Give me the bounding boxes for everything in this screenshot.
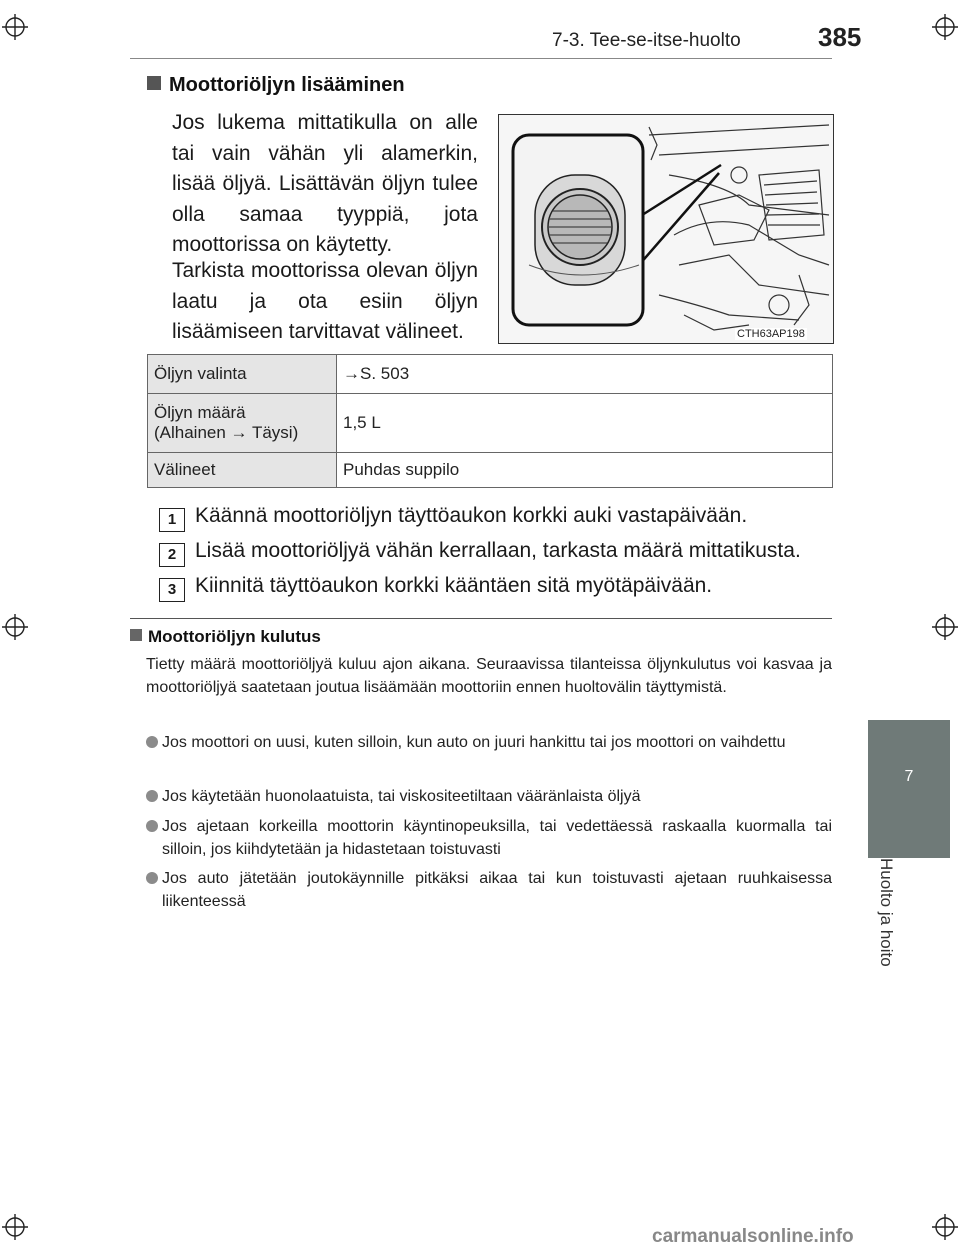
oil-spec-table xyxy=(147,354,833,488)
table-key: Välineet xyxy=(148,453,337,488)
crop-mark-icon xyxy=(932,1214,958,1240)
table-value: →S. 503 xyxy=(337,355,833,394)
crop-mark-icon xyxy=(932,14,958,40)
step-item: 2 Lisää moottoriöljyä vähän kerrallaan, tarkasta määrä mittatikusta. xyxy=(159,539,801,567)
table-row xyxy=(148,394,833,453)
step-number-badge: 3 xyxy=(159,578,185,602)
section-divider xyxy=(130,618,832,619)
step-number-badge: 1 xyxy=(159,508,185,532)
engine-illustration-icon xyxy=(499,115,833,343)
circle-bullet-icon xyxy=(146,790,158,802)
subsection-intro: Tietty määrä moottoriöljyä kuluu ajon aikana. Seuraavissa tilanteissa öljynkulutus voi kasvaa ja moottoriöljyä saatetaan joutua lisäämään moottoriin ennen huoltovälin täyttymistä. xyxy=(146,656,832,696)
page-number: 385 xyxy=(818,22,862,52)
crop-mark-icon xyxy=(932,614,958,640)
section-heading: Moottoriöljyn lisääminen xyxy=(147,74,405,97)
list-item: Jos käytetään huonolaatuista, tai viskositeetiltaan vääränlaista öljyä xyxy=(146,785,832,808)
circle-bullet-icon xyxy=(146,736,158,748)
table-key: Öljyn valinta xyxy=(148,355,337,394)
subsection-heading: Moottoriöljyn kulutus xyxy=(130,627,321,647)
crop-mark-icon xyxy=(2,614,28,640)
table-key: Öljyn määrä (Alhainen → Täysi) xyxy=(148,394,337,453)
header-rule xyxy=(130,58,832,59)
table-row xyxy=(148,453,833,488)
table-value: 1,5 L xyxy=(337,394,833,453)
table-value: Puhdas suppilo xyxy=(337,453,833,488)
paragraph-oil-level: Jos lukema mittatikulla on alle tai vain vähän yli alamerkin, lisää öljyä. Lisättävän öljyn tulee olla samaa tyyppiä, jota moottorissa on käytetty. xyxy=(172,111,478,256)
step-item: 1 Käännä moottoriöljyn täyttöaukon korkki auki vastapäivään. xyxy=(159,504,747,532)
chapter-tab xyxy=(868,720,950,858)
paragraph-check-oil: Tarkista moottorissa olevan öljyn laatu ja ota esiin öljyn lisäämiseen tarvittavat välineet. xyxy=(172,259,478,343)
crop-mark-icon xyxy=(2,14,28,40)
figure-code: CTH63AP198 xyxy=(737,328,805,340)
circle-bullet-icon xyxy=(146,872,158,884)
square-bullet-icon xyxy=(130,629,142,641)
square-bullet-icon xyxy=(147,76,161,90)
table-row xyxy=(148,355,833,394)
step-item: 3 Kiinnitä täyttöaukon korkki kääntäen sitä myötäpäivään. xyxy=(159,574,712,602)
list-item: Jos ajetaan korkeilla moottorin käyntinopeuksilla, tai vedettäessä raskaalla kuormalla tai silloin, jos kiihdytetään ja hidastetaan toistuvasti xyxy=(146,815,832,861)
chapter-number: 7 xyxy=(904,768,914,785)
chapter-label: Huolto ja hoito xyxy=(877,858,896,967)
header-section-title: 7-3. Tee-se-itse-huolto xyxy=(552,30,741,51)
engine-oil-cap-figure xyxy=(498,114,834,344)
watermark: carmanualsonline.info xyxy=(652,1226,854,1247)
circle-bullet-icon xyxy=(146,820,158,832)
list-item: Jos auto jätetään joutokäynnille pitkäksi aikaa tai kun toistuvasti ajetaan ruuhkaisessa liikenteessä xyxy=(146,867,832,913)
list-item: Jos moottori on uusi, kuten silloin, kun auto on juuri hankittu tai jos moottori on vaihdettu xyxy=(146,731,832,754)
crop-mark-icon xyxy=(2,1214,28,1240)
step-number-badge: 2 xyxy=(159,543,185,567)
